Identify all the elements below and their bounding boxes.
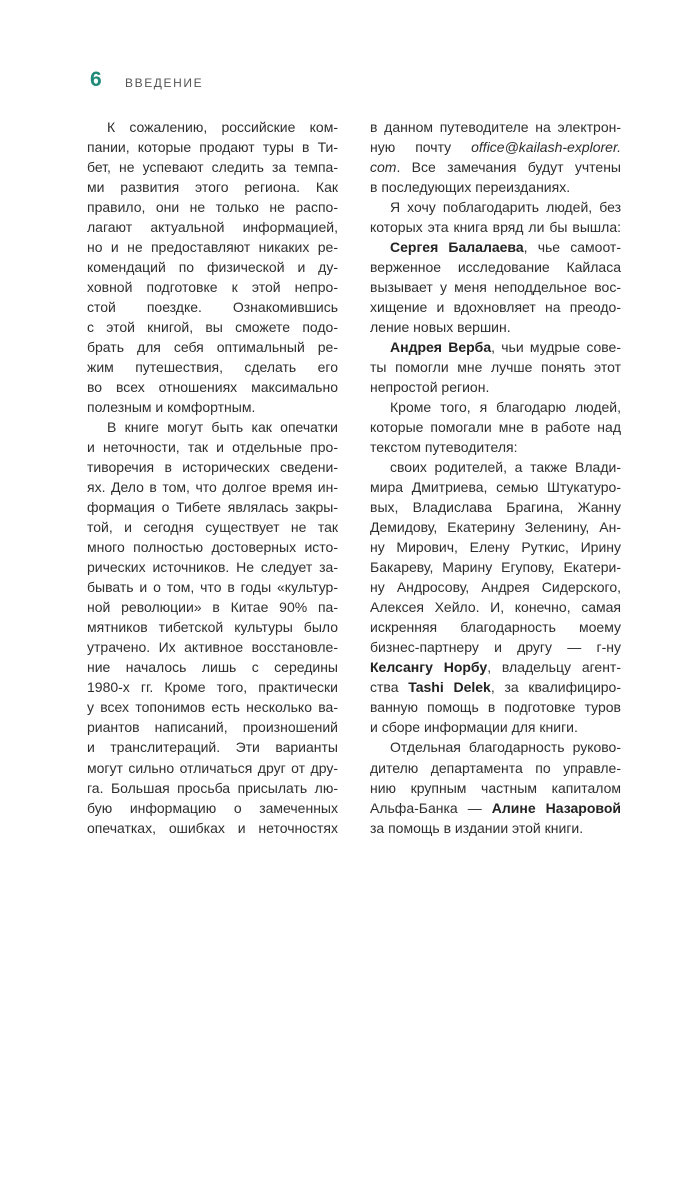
text-line (87, 317, 338, 337)
bold-name: Андрея Верба (390, 339, 492, 356)
text-span: Я хочу поблагодарить людей, без (390, 199, 621, 216)
text-span: вызывает у меня неподдельное вос- (370, 279, 621, 296)
text-span: бизнес-партнеру и другу — г-ну (370, 639, 621, 656)
text-span: лагают актуальной информацией, (87, 219, 338, 236)
text-line (87, 637, 338, 657)
text-span: 1980-х гг. Кроме того, практически (87, 679, 338, 696)
text-span: опечатках, ошибках и неточностях (87, 819, 338, 836)
text-line (370, 737, 621, 757)
text-line (87, 257, 338, 277)
text-column-left (87, 117, 338, 838)
text-line (370, 697, 621, 717)
text-line (87, 657, 338, 677)
text-span: ства (370, 679, 409, 696)
text-line (370, 437, 621, 457)
text-line (370, 497, 621, 517)
text-line (370, 117, 621, 137)
text-span: верженное исследование Кайласа (370, 259, 621, 276)
text-line (87, 477, 338, 497)
text-span: , чье самоот- (523, 239, 622, 256)
text-span: ную почту (370, 139, 472, 156)
text-span: Отдельная благодарность руково- (390, 739, 621, 756)
text-line (370, 657, 621, 677)
text-line (87, 437, 338, 457)
text-line (87, 497, 338, 517)
text-span: тиворечия в исторических сведени- (87, 459, 338, 476)
text-span: и неточности, так и отдельные про- (87, 439, 338, 456)
text-span: текстом путеводителя: (370, 439, 518, 456)
text-line (370, 257, 621, 277)
text-span: ной революции» в Китае 90% па- (87, 599, 338, 616)
bold-name: Сергея Балалаева (390, 239, 524, 256)
text-line (87, 537, 338, 557)
text-line (87, 697, 338, 717)
text-span: Алексея Хейло. И, конечно, самая (370, 599, 621, 616)
text-line (87, 457, 338, 477)
text-span: в данном путеводителе на электрон- (370, 119, 621, 135)
text-span: брать для себя оптимальный ре- (87, 339, 338, 356)
text-line (87, 557, 338, 577)
text-span: хищение и вдохновляет на преодо- (370, 299, 621, 316)
section-title: ВВЕДЕНИЕ (125, 76, 204, 90)
text-line (87, 337, 338, 357)
text-line (370, 337, 621, 357)
bold-name: Келсангу Норбу (370, 659, 488, 676)
text-line (370, 677, 621, 697)
text-line (370, 397, 621, 417)
text-line (87, 798, 338, 818)
text-span: бывать и о том, что в годы «культур- (87, 579, 338, 596)
text-span: К сожалению, российские ком- (107, 119, 338, 135)
page-number: 6 (90, 68, 102, 91)
text-line (87, 377, 338, 397)
text-span: , за квалифициро- (490, 679, 621, 696)
text-span: своих родителей, а также Влади- (390, 459, 621, 476)
text-line (87, 617, 338, 637)
text-line (87, 277, 338, 297)
text-line (370, 798, 621, 818)
text-line (87, 397, 338, 417)
text-span: рических источников. Не следует за- (87, 559, 338, 576)
text-line (87, 197, 338, 217)
text-span: той, и сегодня существует не так (87, 519, 338, 536)
text-line (370, 157, 621, 177)
text-line (370, 197, 621, 217)
text-line (370, 537, 621, 557)
text-line (370, 557, 621, 577)
text-span: которых эта книга вряд ли бы вышла: (370, 219, 621, 236)
text-span: стой поездке. Ознакомившись (87, 299, 338, 316)
text-column-right (370, 117, 621, 838)
text-span: ванную помощь в подготовке туров (370, 699, 621, 716)
text-line (87, 737, 338, 757)
text-span: га. Большая просьба присылать лю- (87, 779, 338, 796)
text-line (87, 297, 338, 317)
text-line (370, 778, 621, 798)
text-span: и сборе информации для книги. (370, 719, 578, 736)
text-span: правило, они не только не распо- (87, 199, 338, 216)
text-line (370, 517, 621, 537)
text-span: Демидову, Екатерину Зеленину, Ан- (370, 519, 621, 536)
text-line (87, 597, 338, 617)
text-line (370, 457, 621, 477)
text-span: полезным и комфортным. (87, 399, 256, 416)
text-span: во всех отношениях максимально (87, 379, 338, 396)
text-line (370, 617, 621, 637)
text-line (370, 137, 621, 157)
text-line (87, 577, 338, 597)
text-span: Альфа-Банка — (370, 799, 492, 816)
text-line (87, 157, 338, 177)
text-line (370, 818, 621, 838)
text-span: ты помогли мне лучше понять этот (370, 359, 621, 376)
text-span: ние началось лишь с середины (87, 659, 338, 676)
bold-name: Tashi Delek (408, 679, 491, 696)
text-span: бет, не успевают следить за темпа- (87, 159, 338, 176)
text-span: ну Андросову, Андрея Сидерского, (370, 579, 621, 596)
text-line (370, 377, 621, 397)
text-span: утрачено. Их активное восстановле- (87, 639, 338, 656)
text-line (87, 237, 338, 257)
text-line (87, 137, 338, 157)
text-line (87, 758, 338, 778)
text-span: могут сильно отличаться друг от дру- (87, 759, 338, 776)
text-span: ление новых вершин. (370, 319, 511, 336)
text-line (370, 317, 621, 337)
text-line (370, 277, 621, 297)
text-span: В книге могут быть как опечатки (107, 419, 338, 436)
text-line (370, 297, 621, 317)
text-line (370, 717, 621, 737)
text-span: формация о Тибете являлась закры- (87, 499, 338, 516)
email-link: office@kailash-explorer. (471, 139, 621, 156)
text-line (370, 597, 621, 617)
text-span: дителю департамента по управле- (370, 759, 621, 776)
text-span: риантов написаний, произношений (87, 719, 338, 736)
text-span: вых, Владислава Брагина, Жанну (370, 499, 621, 516)
text-span: искренняя благодарность моему (370, 619, 621, 636)
text-span: . Все замечания будут учтены (396, 159, 621, 176)
text-span: Кроме того, я благодарю людей, (390, 399, 621, 416)
text-line (370, 577, 621, 597)
text-span: у всех топонимов есть несколько ва- (87, 699, 338, 716)
text-span: мятников тибетской культуры было (87, 619, 338, 636)
text-span: ну Мирович, Елену Руткис, Ирину (370, 539, 621, 556)
text-line (87, 417, 338, 437)
text-span: ми развития этого региона. Как (87, 179, 338, 196)
text-line (370, 237, 621, 257)
text-span: много полностью достоверных исто- (87, 539, 338, 556)
bold-name: Алине Назаровой (491, 799, 621, 816)
text-line (370, 417, 621, 437)
text-span: мира Дмитриева, семью Штукатуро- (370, 479, 621, 496)
text-span: Бакареву, Марину Егупову, Екатери- (370, 559, 621, 576)
text-span: с этой книгой, вы сможете подо- (87, 319, 338, 336)
text-span: ховной подготовке к этой непро- (87, 279, 338, 296)
text-span: но и не предоставляют никаких ре- (87, 239, 338, 256)
email-link: com (370, 159, 397, 176)
text-line (370, 637, 621, 657)
text-line (87, 177, 338, 197)
text-span: бую информацию о замеченных (87, 799, 338, 816)
text-line (370, 177, 621, 197)
text-line (87, 117, 338, 137)
text-span: которые помогали мне в работе над (370, 419, 621, 436)
text-line (370, 357, 621, 377)
text-span: непростой регион. (370, 379, 490, 396)
text-span: жим путешествия, сделать его (87, 359, 338, 376)
text-line (370, 477, 621, 497)
text-span: нию крупным частным капиталом (370, 779, 621, 796)
text-line (370, 758, 621, 778)
text-line (87, 818, 338, 838)
text-span: , чьи мудрые сове- (491, 339, 621, 356)
text-span: пании, которые продают туры в Ти- (87, 139, 338, 156)
text-span: ях. Дело в том, что долгое время ин- (87, 479, 338, 496)
text-line (370, 217, 621, 237)
text-span: в последующих переизданиях. (370, 179, 571, 196)
text-line (87, 217, 338, 237)
text-line (87, 677, 338, 697)
text-span: комендаций по физической и ду- (87, 259, 338, 276)
text-line (87, 357, 338, 377)
text-span: и транслитераций. Эти варианты (87, 739, 338, 756)
text-span: , владельцу агент- (487, 659, 622, 676)
text-line (87, 717, 338, 737)
text-span: за помощь в издании этой книги. (370, 819, 584, 836)
text-line (87, 517, 338, 537)
text-line (87, 778, 338, 798)
